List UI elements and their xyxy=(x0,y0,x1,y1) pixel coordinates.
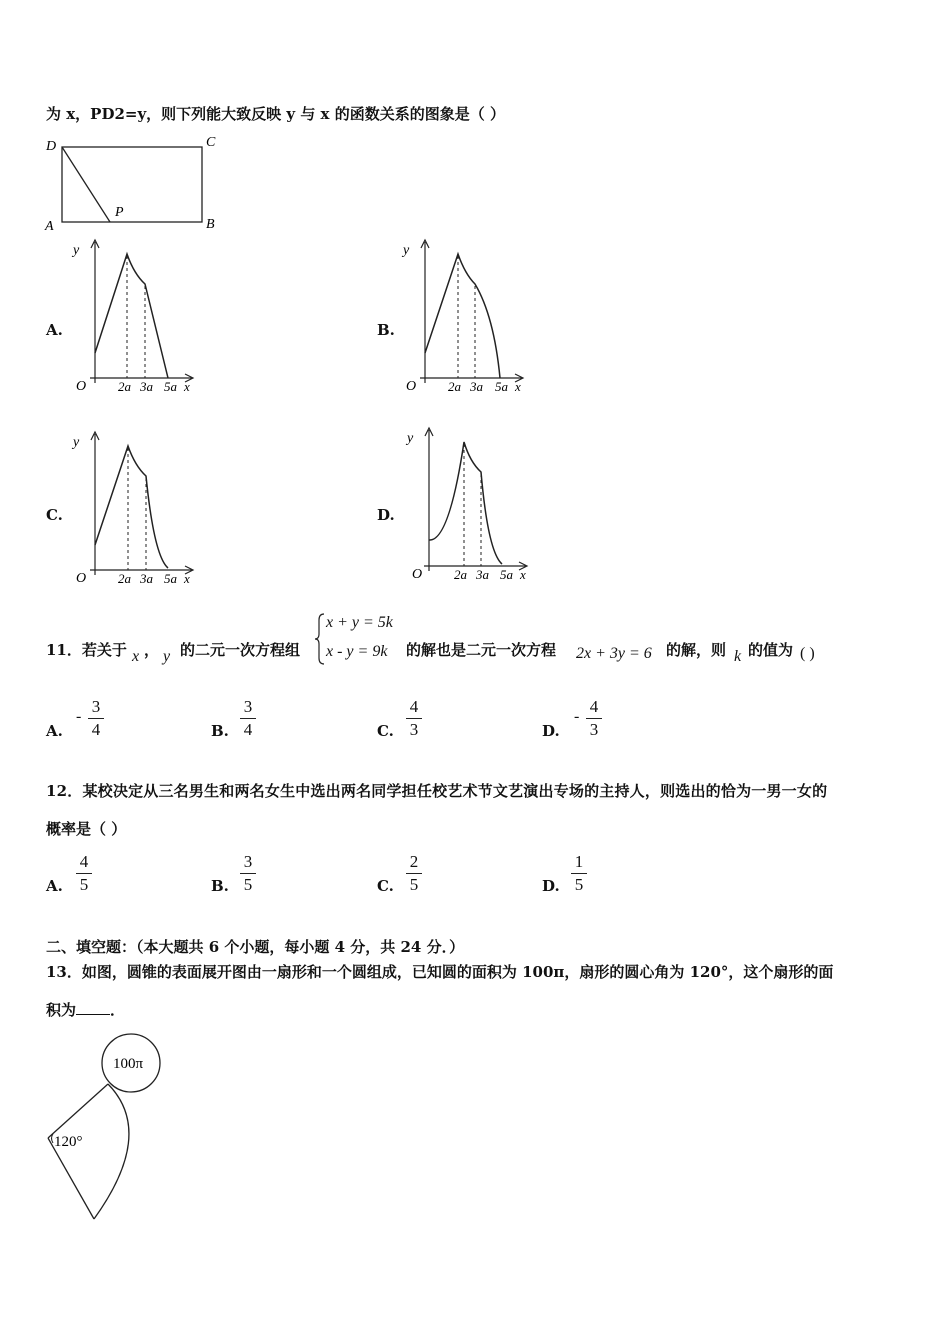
origin-label: O xyxy=(76,571,87,586)
origin-label: O xyxy=(412,567,423,582)
numerator: 4 xyxy=(409,697,419,716)
origin-label: O xyxy=(406,379,417,394)
q11-var-k: k xyxy=(734,648,742,665)
q11-option-d-fraction xyxy=(584,697,604,740)
rectangle-abcd xyxy=(62,147,202,222)
label-d: D xyxy=(46,139,57,154)
tick-3a: 3a xyxy=(476,567,489,582)
denominator: 5 xyxy=(574,875,584,894)
brace-icon xyxy=(314,612,326,666)
q11-answer-paren: ( ) xyxy=(800,645,815,662)
q11-eq3: 2x + 3y = 6 xyxy=(576,645,652,662)
q12-option-a-fraction xyxy=(74,852,94,895)
q11-option-b-fraction xyxy=(238,697,258,740)
tick-2a: 2a xyxy=(118,379,131,394)
q10-option-a-label[interactable]: A. xyxy=(46,321,63,339)
label-a: A xyxy=(45,219,54,234)
y-label: y xyxy=(403,243,410,258)
tick-5a: 5a xyxy=(164,571,177,586)
tick-2a: 2a xyxy=(454,567,467,582)
q11-option-c-label[interactable]: C. xyxy=(377,722,394,740)
tick-5a: 5a xyxy=(164,379,177,394)
q11-option-a-sign: - xyxy=(76,708,82,725)
q12-option-c-label[interactable]: C. xyxy=(377,877,394,895)
q10-graph-b[interactable] xyxy=(400,236,540,398)
q12-option-b-fraction xyxy=(238,852,258,895)
curve-c xyxy=(95,446,168,568)
denominator: 4 xyxy=(243,720,253,739)
q12-option-d-label[interactable]: D. xyxy=(542,877,560,895)
y-label: y xyxy=(407,431,414,446)
denominator: 5 xyxy=(79,875,89,894)
q11-number: 11．若关于 xyxy=(46,641,127,659)
numerator: 4 xyxy=(79,852,89,871)
tick-3a: 3a xyxy=(140,571,153,586)
curve-d xyxy=(429,442,502,564)
q11-var-y: y xyxy=(163,648,171,665)
numerator: 4 xyxy=(589,697,599,716)
q12-option-d-fraction xyxy=(569,852,589,895)
label-p: P xyxy=(115,205,124,220)
y-label: y xyxy=(73,243,80,258)
numerator: 2 xyxy=(409,852,419,871)
q11-eq1: x + y = 5k xyxy=(326,614,393,631)
q11-text1: 的二元一次方程组 xyxy=(180,641,301,659)
q13-line1: 13．如图，圆锥的表面展开图由一扇形和一个圆组成，已知圆的面积为 100π，扇形的圆心角为 120°，这个扇形的面 xyxy=(46,963,834,981)
q10-option-b-label[interactable]: B. xyxy=(377,321,395,339)
denominator: 5 xyxy=(243,875,253,894)
x-label: x xyxy=(184,571,190,586)
curve-b xyxy=(425,254,500,378)
origin-label: O xyxy=(76,379,87,394)
numerator: 3 xyxy=(243,852,253,871)
label-b: B xyxy=(206,217,215,232)
tick-2a: 2a xyxy=(448,379,461,394)
q10-graph-a[interactable] xyxy=(70,236,210,398)
q13-line2-text: 积为 xyxy=(46,1001,77,1019)
angle-label: 120° xyxy=(54,1134,83,1150)
q10-graph-d[interactable] xyxy=(404,424,544,586)
x-label: x xyxy=(520,567,526,582)
denominator: 5 xyxy=(409,875,419,894)
q11-eq2: x - y = 9k xyxy=(326,643,388,660)
q11-text3: 的解，则 xyxy=(666,641,727,659)
q11-option-a-label[interactable]: A. xyxy=(46,722,63,740)
q10-option-c-label[interactable]: C. xyxy=(46,506,63,524)
q10-stem: 为 x，PD2=y，则下列能大致反映 y 与 x 的函数关系的图象是（ ） xyxy=(46,105,505,123)
tick-2a: 2a xyxy=(118,571,131,586)
numerator: 1 xyxy=(574,852,584,871)
sector-arc xyxy=(94,1084,129,1219)
tick-3a: 3a xyxy=(470,379,483,394)
q11-option-b-label[interactable]: B. xyxy=(211,722,229,740)
sector-radius-upper xyxy=(48,1084,108,1138)
tick-5a: 5a xyxy=(495,379,508,394)
q12-line1: 12．某校决定从三名男生和两名女生中选出两名同学担任校艺术节文艺演出专场的主持人，则选出的恰为一男一女的 xyxy=(46,782,828,800)
q11-var-x: x xyxy=(132,648,140,665)
q13-line2 xyxy=(46,999,125,1020)
section-heading: 二、填空题：（本大题共 6 个小题，每小题 4 分，共 24 分．） xyxy=(46,938,465,956)
denominator: 3 xyxy=(589,720,599,739)
q11-option-a-fraction xyxy=(86,697,106,740)
x-label: x xyxy=(515,379,521,394)
denominator: 3 xyxy=(409,720,419,739)
tick-3a: 3a xyxy=(140,379,153,394)
answer-blank[interactable] xyxy=(76,1000,110,1015)
q11-option-c-fraction xyxy=(404,697,424,740)
q13-line2-end: ． xyxy=(110,1001,126,1019)
angle-mark xyxy=(52,1134,54,1143)
q11-text4: 的值为 xyxy=(748,641,794,659)
label-c: C xyxy=(206,135,216,150)
x-label: x xyxy=(184,379,190,394)
q12-option-c-fraction xyxy=(404,852,424,895)
rectangle-figure xyxy=(40,132,230,234)
cone-net-figure xyxy=(40,1030,170,1226)
q10-option-d-label[interactable]: D. xyxy=(377,506,395,524)
denominator: 4 xyxy=(91,720,101,739)
q11-comma: ， xyxy=(144,641,160,659)
circle-area-label: 100π xyxy=(113,1056,144,1072)
q11-text2: 的解也是二元一次方程 xyxy=(406,641,557,659)
tick-5a: 5a xyxy=(500,567,513,582)
curve-a xyxy=(95,254,168,378)
numerator: 3 xyxy=(243,697,253,716)
q11-option-d-sign: - xyxy=(574,708,580,725)
sector-radius-lower xyxy=(48,1138,94,1219)
q10-graph-c[interactable] xyxy=(70,428,210,590)
q12-line2: 概率是（ ） xyxy=(46,820,127,838)
q11-option-d-label[interactable]: D. xyxy=(542,722,560,740)
segment-pd xyxy=(62,147,110,222)
q12-option-b-label[interactable]: B. xyxy=(211,877,229,895)
y-label: y xyxy=(73,435,80,450)
q12-option-a-label[interactable]: A. xyxy=(46,877,63,895)
numerator: 3 xyxy=(91,697,101,716)
